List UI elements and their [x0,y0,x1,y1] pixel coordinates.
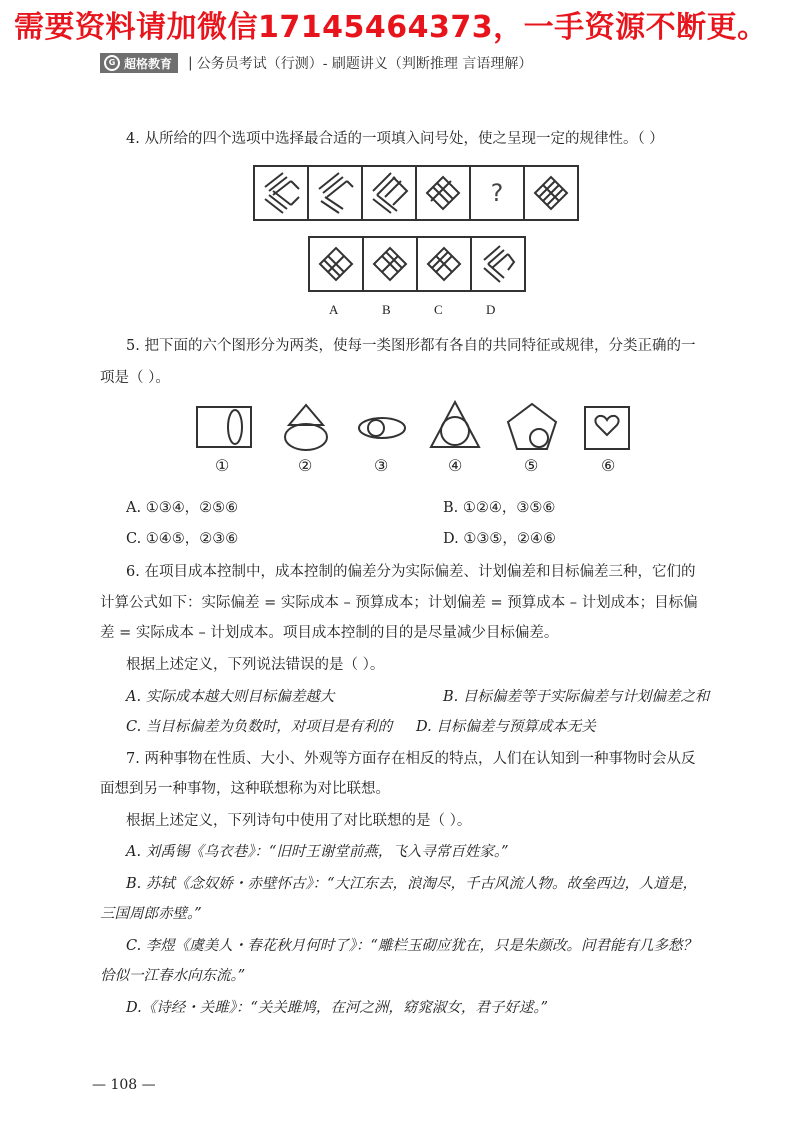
logo-icon: G [104,55,120,71]
question-mark: ? [490,179,504,207]
q4-figure-6 [523,165,579,221]
figure-number-6: ⑥ [601,456,616,475]
header-separator: | [188,55,193,71]
q7-option-d[interactable]: D.《诗经・关雎》：“关关雎鸠，在河之洲，窈窕淑女，君子好逑。” [126,1000,549,1016]
q4-option-c-label: C [434,302,443,317]
q6-stem-line-2: 计算公式如下：实际偏差 = 实际成本 – 预算成本；计划偏差 = 预算成本 – 计划成本；目标偏 [100,595,698,611]
triangle-ellipse-icon [281,403,331,453]
q4-option-a-label: A [329,302,339,317]
figure-number-4: ④ [448,456,463,475]
knot-figure-icon [367,171,411,215]
q4-option-a-figure[interactable] [308,236,364,292]
eye-circle-icon [356,415,408,441]
q5-option-d[interactable]: D. ①③⑤，②④⑥ [443,531,556,547]
q6-option-d[interactable]: D. 目标偏差与预算成本无关 [416,719,596,735]
knot-figure-icon [422,242,466,286]
q5-option-a[interactable]: A. ①③④，②⑤⑥ [126,500,239,516]
q7-prompt: 根据上述定义，下列诗句中使用了对比联想的是（ ）。 [126,813,472,829]
q4-sequence [253,165,579,221]
q7-stem-line-2: 面想到另一种事物，这种联想称为对比联想。 [100,781,390,797]
q5-stem-line-2: 项是（ ）。 [100,370,170,386]
figure-number-5: ⑤ [524,456,539,475]
q4-option-d-label: D [486,302,496,317]
knot-figure-icon [529,171,573,215]
q7-option-b-line-2[interactable]: 三国周郎赤壁。” [100,906,202,922]
q4-figure-1 [253,165,309,221]
brand-logo [100,53,178,73]
knot-figure-icon [313,171,357,215]
q7-option-a[interactable]: A. 刘禹锡《乌衣巷》：“旧时王谢堂前燕，飞入寻常百姓家。” [126,844,509,860]
figure-number-3: ③ [374,456,389,475]
q7-option-c-line-1[interactable]: C. 李煜《虞美人・春花秋月何时了》：“雕栏玉砌应犹在，只是朱颜改。问君能有几多愁？ [126,938,697,954]
q4-figure-3 [361,165,417,221]
square-heart-icon [583,405,633,451]
knot-figure-icon [314,242,358,286]
q6-option-c[interactable]: C. 当目标偏差为负数时，对项目是有利的 [126,719,393,735]
knot-figure-icon [259,171,303,215]
figure-number-1: ① [215,456,230,475]
q5-option-c[interactable]: C. ①④⑤，②③⑥ [126,531,239,547]
logo-text: 超格教育 [124,56,173,71]
q4-option-d-figure[interactable] [470,236,526,292]
q4-stem: 4. 从所给的四个选项中选择最合适的一项填入问号处，使之呈现一定的规律性。（ ） [126,131,664,147]
q4-option-b-figure[interactable] [362,236,418,292]
page-number: — 108 — [92,1077,156,1093]
q4-option-c-figure[interactable] [416,236,472,292]
knot-figure-icon [476,242,520,286]
page-header [100,52,532,74]
q4-option-b-label: B [382,302,391,317]
q5-stem-line-1: 5. 把下面的六个图形分为两类，使每一类图形都有各自的共同特征或规律，分类正确的一 [126,338,696,354]
figure-number-2: ② [298,456,313,475]
pentagon-circle-icon [505,402,559,452]
q4-figure-2 [307,165,363,221]
q4-options [308,236,526,292]
triangle-circle-icon [428,400,482,450]
q6-option-b[interactable]: B. 目标偏差等于实际偏差与计划偏差之和 [443,689,710,705]
watermark-banner: 需要资料请加微信17145464373，一手资源不断更。 [14,10,768,45]
q6-stem-line-1: 6. 在项目成本控制中，成本控制的偏差分为实际偏差、计划偏差和目标偏差三种，它们的 [126,564,696,580]
q4-figure-4 [415,165,471,221]
knot-figure-icon [368,242,412,286]
rectangle-ellipse-icon [195,405,255,449]
q4-figure-question [469,165,525,221]
q6-stem-line-3: 差 = 实际成本 – 计划成本。项目成本控制的目的是尽量减少目标偏差。 [100,625,559,641]
q7-stem-line-1: 7. 两种事物在性质、大小、外观等方面存在相反的特点，人们在认知到一种事物时会从反 [126,751,696,767]
q5-option-b[interactable]: B. ①②④，③⑤⑥ [443,500,556,516]
knot-figure-icon [421,171,465,215]
header-title: 公务员考试（行测）- 刷题讲义（判断推理 言语理解） [196,56,533,72]
q6-prompt: 根据上述定义，下列说法错误的是（ ）。 [126,657,385,673]
q6-option-a[interactable]: A. 实际成本越大则目标偏差越大 [126,689,335,705]
q7-option-c-line-2[interactable]: 恰似一江春水向东流。” [100,968,246,984]
q7-option-b-line-1[interactable]: B. 苏轼《念奴娇・赤壁怀古》：“大江东去，浪淘尽，千古风流人物。故垒西边，人道是， [126,876,698,892]
